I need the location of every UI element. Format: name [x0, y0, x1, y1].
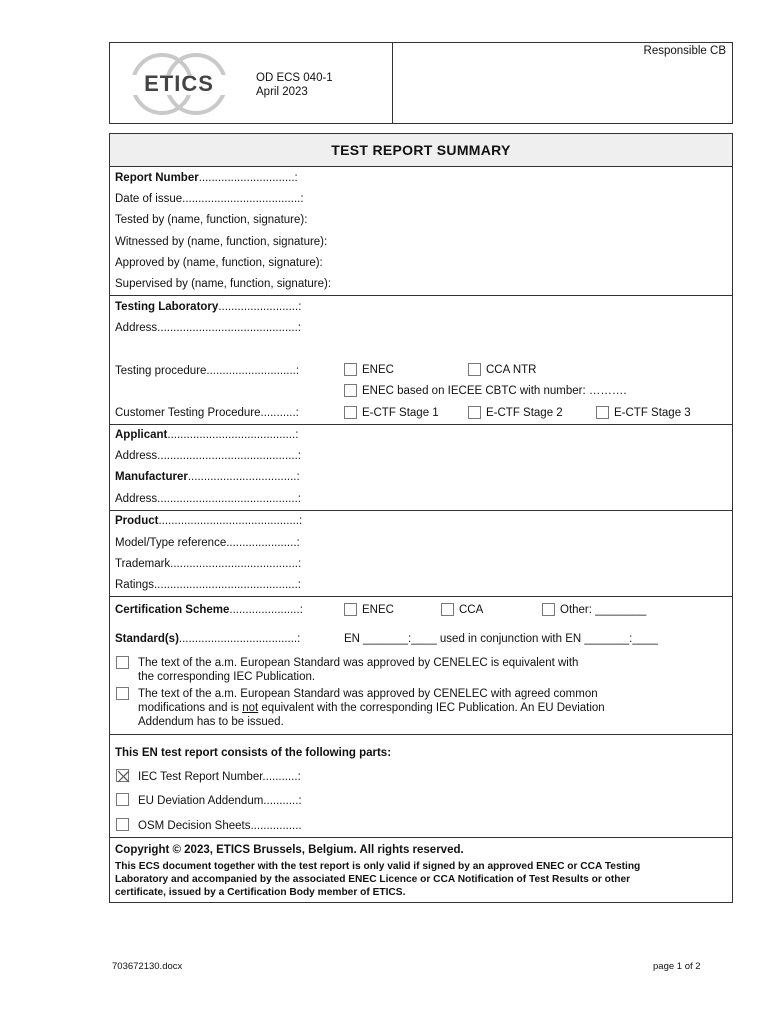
divider — [110, 837, 732, 838]
divider — [110, 596, 732, 597]
responsible-cb: Responsible CB — [643, 45, 726, 57]
ectf-stage3-option: E-CTF Stage 3 — [614, 407, 691, 419]
eu-deviation-checkbox[interactable] — [116, 793, 129, 806]
osm-decision-checkbox[interactable] — [116, 818, 129, 831]
report-summary-table — [109, 133, 733, 903]
ectf-stage1-option: E-CTF Stage 1 — [362, 407, 439, 419]
lab-address-label: Address............................................: — [115, 322, 301, 334]
equivalent-text-line2: the corresponding IEC Publication. — [138, 671, 316, 683]
validity-note-line3: certificate, issued by a Certification Body member of ETICS. — [115, 887, 406, 898]
enec-procedure-option: ENEC — [362, 364, 394, 376]
scheme-other-option: Other: ________ — [560, 604, 647, 616]
scheme-other-checkbox[interactable] — [542, 603, 555, 616]
logo-text: ETICS — [144, 71, 214, 96]
modifications-text-line1: The text of the a.m. European Standard was approved by CENELEC with agreed common — [138, 688, 598, 700]
testing-laboratory-label: Testing Laboratory.........................: — [115, 301, 302, 313]
manufacturer-address-label: Address............................................: — [115, 493, 301, 505]
footer-filename: 703672130.docx — [112, 961, 183, 972]
report-number-label: Report Number..............................: — [115, 172, 298, 184]
footer-page-number: page 1 of 2 — [653, 961, 701, 972]
equivalent-text-line1: The text of the a.m. European Standard was approved by CENELEC is equivalent with — [138, 657, 579, 669]
witnessed-by-label: Witnessed by (name, function, signature): — [115, 236, 328, 248]
iec-report-label: IEC Test Report Number...........: — [138, 771, 301, 783]
certification-scheme-label: Certification Scheme......................: — [115, 604, 303, 616]
scheme-cca-checkbox[interactable] — [441, 603, 454, 616]
ectf-stage1-checkbox[interactable] — [344, 406, 357, 419]
document-id — [256, 71, 333, 99]
applicant-address-label: Address............................................: — [115, 450, 301, 462]
validity-note-line1: This ECS document together with the test report is only valid if signed by an approved ENEC or CCA Testing — [115, 861, 641, 872]
scheme-enec-checkbox[interactable] — [344, 603, 357, 616]
customer-testing-procedure-label: Customer Testing Procedure...........: — [115, 407, 299, 419]
doc-date: April 2023 — [256, 86, 308, 98]
eu-deviation-label: EU Deviation Addendum...........: — [138, 795, 302, 807]
modifications-checkbox[interactable] — [116, 687, 129, 700]
divider — [110, 510, 732, 511]
copyright-line: Copyright © 2023, ETICS Brussels, Belgium. All rights reserved. — [115, 844, 464, 856]
parts-heading: This EN test report consists of the following parts: — [115, 747, 392, 759]
ectf-stage2-option: E-CTF Stage 2 — [486, 407, 563, 419]
ectf-stage3-checkbox[interactable] — [596, 406, 609, 419]
iec-report-checkbox[interactable] — [116, 769, 129, 782]
enec-procedure-checkbox[interactable] — [344, 363, 357, 376]
ectf-stage2-checkbox[interactable] — [468, 406, 481, 419]
divider — [110, 734, 732, 735]
divider — [110, 295, 732, 296]
etics-logo — [124, 51, 234, 115]
scheme-enec-option: ENEC — [362, 604, 394, 616]
equivalent-checkbox[interactable] — [116, 656, 129, 669]
validity-note-line2: Laboratory and accompanied by the associated ENEC Licence or CCA Notification of Test Results or other — [115, 874, 631, 885]
testing-procedure-label: Testing procedure............................: — [115, 365, 300, 377]
ratings-label: Ratings.............................................: — [115, 579, 301, 591]
applicant-label: Applicant........................................: — [115, 429, 299, 441]
modifications-text-line2: modifications and is not equivalent with the corresponding IEC Publication. An EU Deviation — [138, 702, 605, 714]
header-table — [109, 42, 733, 124]
cca-ntr-checkbox[interactable] — [468, 363, 481, 376]
date-of-issue-label: Date of issue.....................................: — [115, 193, 304, 205]
scheme-cca-option: CCA — [459, 604, 484, 616]
divider — [110, 424, 732, 425]
tested-by-label: Tested by (name, function, signature): — [115, 214, 308, 226]
cca-ntr-option: CCA NTR — [486, 364, 537, 376]
osm-decision-label: OSM Decision Sheets................ — [138, 820, 302, 832]
approved-by-label: Approved by (name, function, signature): — [115, 257, 323, 269]
enec-cbtc-option: ENEC based on IECEE CBTC with number: ………. — [362, 385, 627, 397]
checkmark-x-icon — [117, 770, 130, 783]
model-type-label: Model/Type reference......................: — [115, 537, 300, 549]
standards-value: EN _______:____ used in conjunction with EN _______:____ — [344, 633, 658, 645]
product-label: Product............................................: — [115, 515, 303, 527]
standards-label: Standard(s).....................................: — [115, 633, 301, 645]
manufacturer-label: Manufacturer..................................: — [115, 471, 300, 483]
doc-code: OD ECS 040-1 — [256, 72, 333, 84]
page-title: TEST REPORT SUMMARY — [110, 134, 732, 167]
header-divider — [392, 43, 393, 123]
supervised-by-label: Supervised by (name, function, signature): — [115, 278, 332, 290]
enec-cbtc-checkbox[interactable] — [344, 384, 357, 397]
modifications-text-line3: Addendum has to be issued. — [138, 716, 284, 728]
trademark-label: Trademark........................................: — [115, 558, 302, 570]
